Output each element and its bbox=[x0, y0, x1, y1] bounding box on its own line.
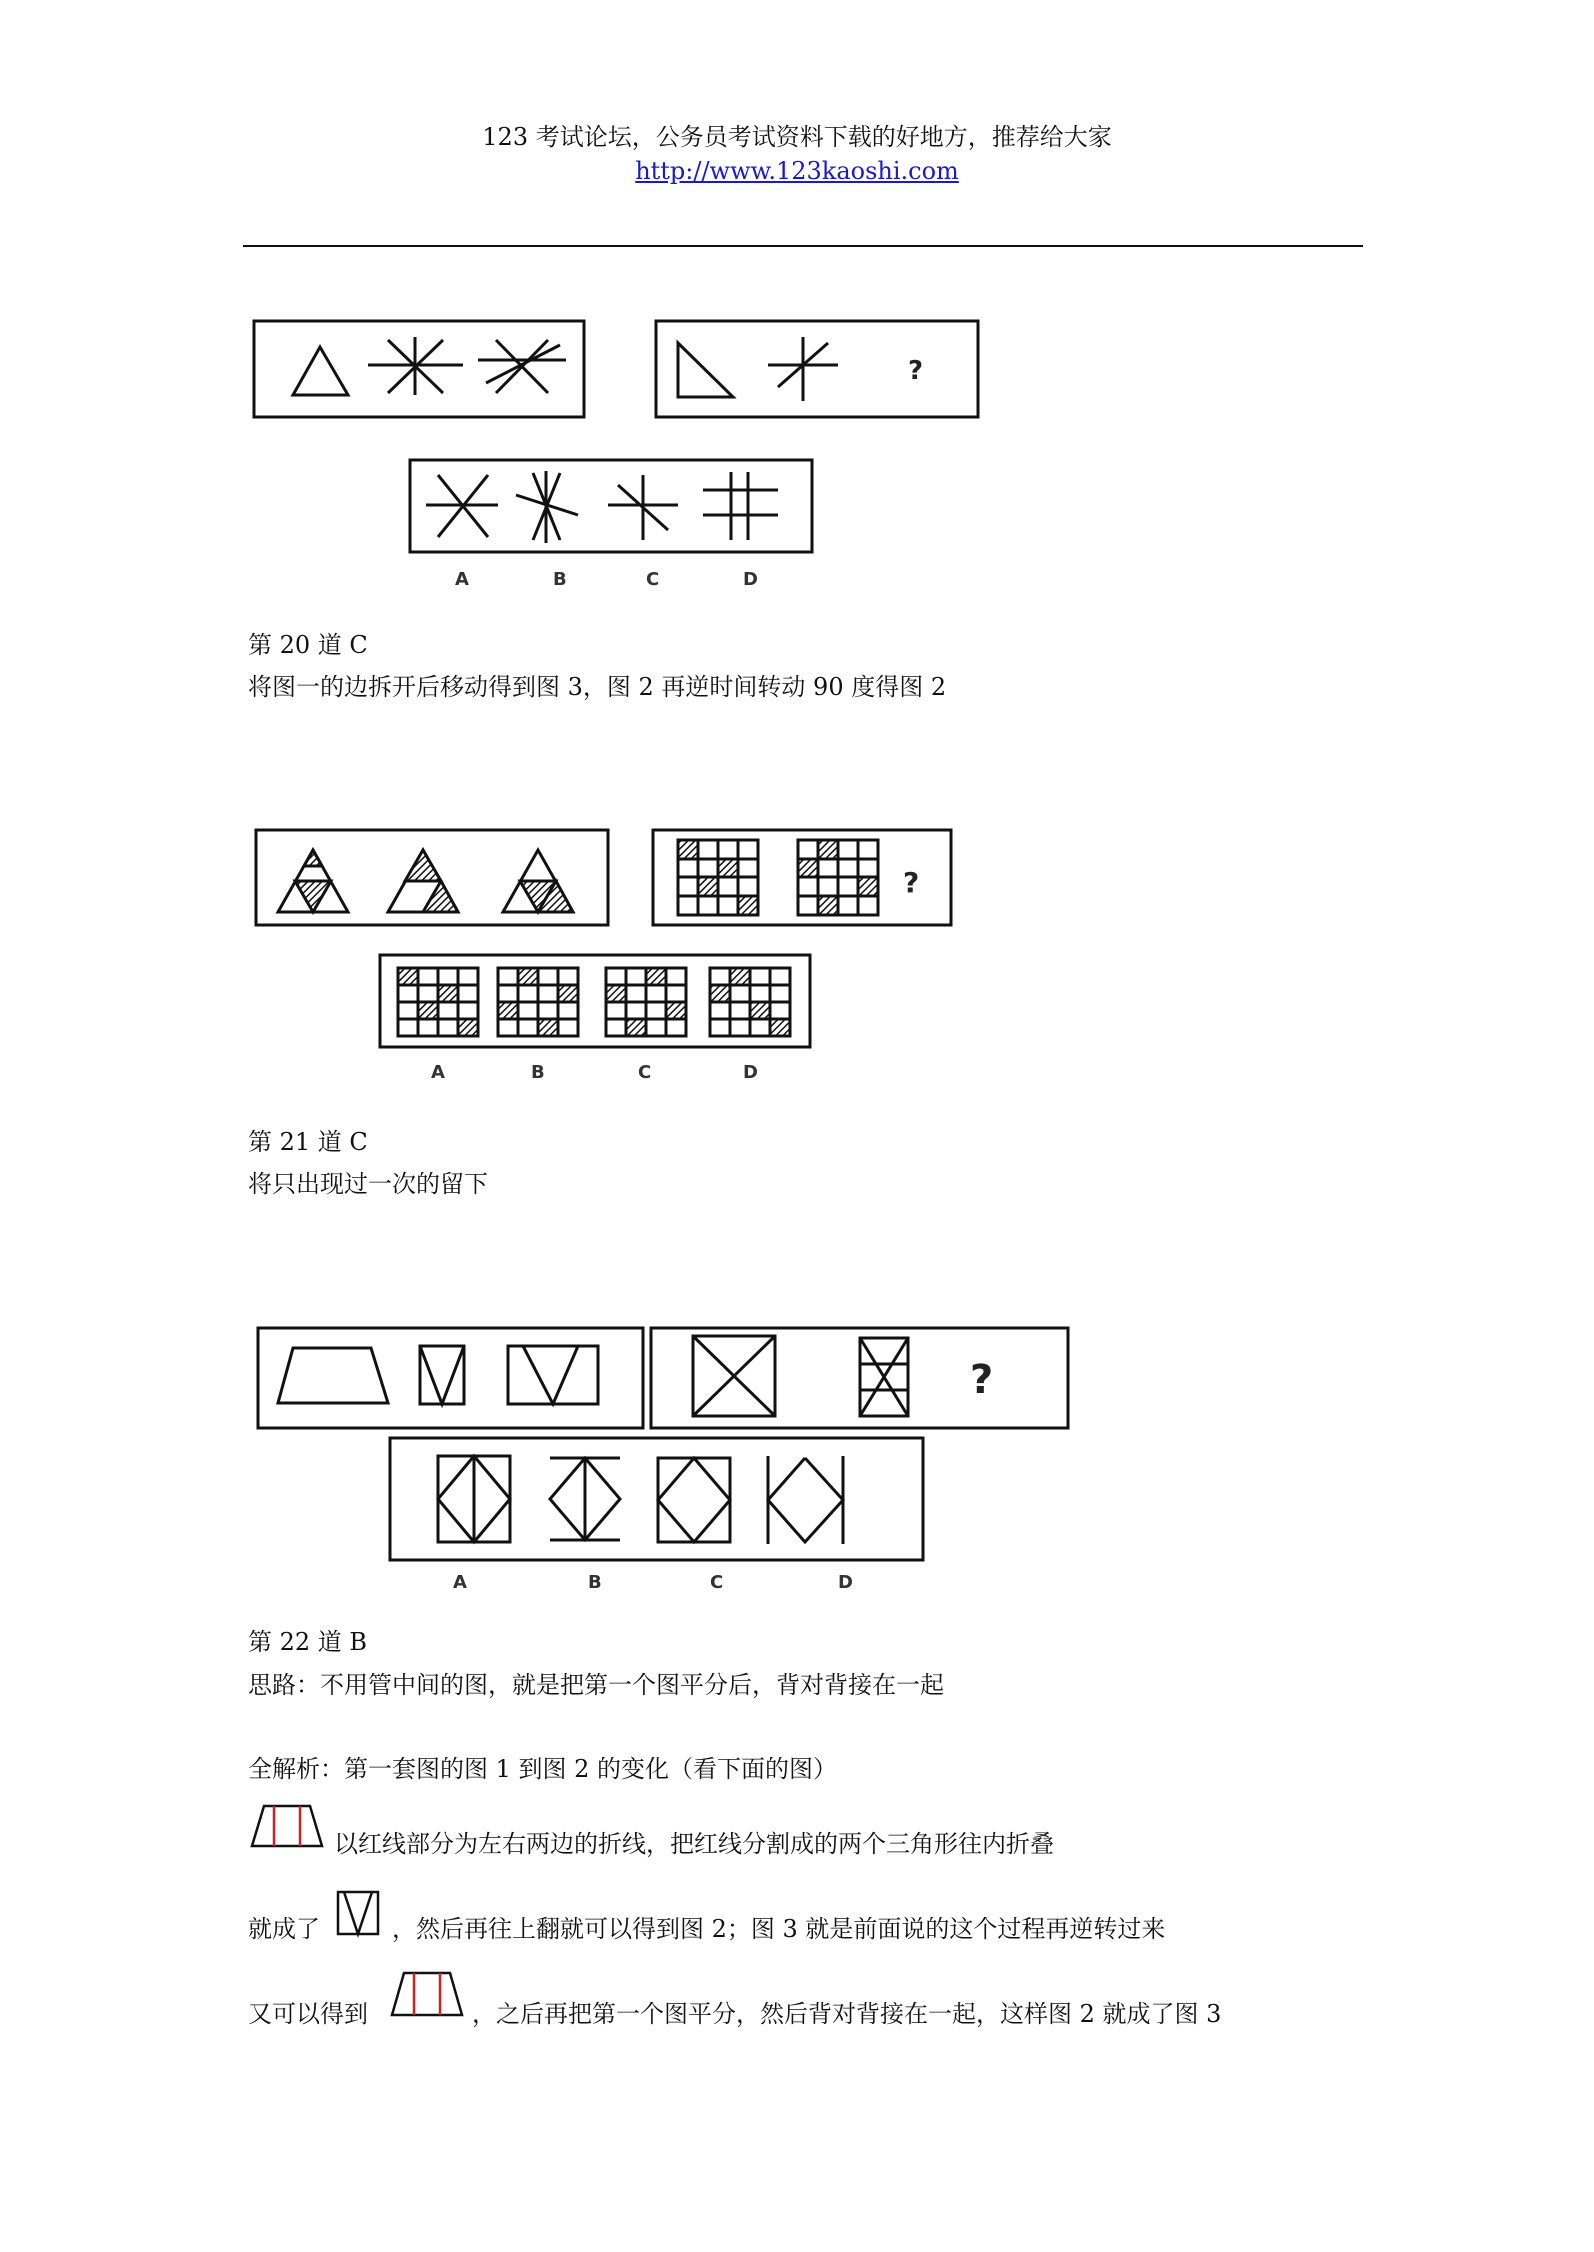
q20-star-3 bbox=[768, 337, 838, 401]
q20-label-c: C bbox=[646, 569, 660, 590]
q22-trapezoid bbox=[278, 1348, 388, 1403]
q22-line3a: 又可以得到 bbox=[248, 2000, 368, 2028]
q21-triangle-3 bbox=[503, 850, 573, 912]
q21-grid-2 bbox=[798, 840, 878, 915]
q21-label-c: C bbox=[638, 1062, 652, 1083]
q22-x-square bbox=[693, 1336, 775, 1416]
q21-triangle-1 bbox=[278, 850, 348, 912]
q21-option-b bbox=[498, 968, 578, 1036]
q20-right-triangle bbox=[678, 343, 733, 397]
q21-triangle-2 bbox=[388, 850, 458, 912]
q20-question-mark: ? bbox=[908, 356, 924, 386]
q21-figure bbox=[248, 820, 968, 1085]
q22-inline-trapezoid-red-2 bbox=[388, 1967, 466, 2019]
q22-line2a: 就成了 bbox=[248, 1915, 320, 1943]
q20-star-1 bbox=[368, 337, 463, 395]
q22-inline-trapezoid-red-1 bbox=[248, 1800, 326, 1850]
q22-label-b: B bbox=[588, 1572, 602, 1593]
q20-star-2 bbox=[478, 340, 566, 393]
q21-label-a: A bbox=[431, 1062, 445, 1083]
q22-narrow-v bbox=[420, 1346, 464, 1404]
q21-option-c bbox=[606, 968, 686, 1036]
q22-question-mark: ? bbox=[970, 1357, 994, 1403]
header-link[interactable]: http://www.123kaoshi.com bbox=[635, 157, 959, 185]
q22-inline-v-shape bbox=[334, 1888, 382, 1938]
q20-triangle bbox=[293, 347, 348, 395]
q22-label-a: A bbox=[453, 1572, 467, 1593]
q20-option-a bbox=[426, 475, 498, 537]
q21-label-d: D bbox=[743, 1062, 758, 1083]
q20-title: 第 20 道 C bbox=[248, 631, 368, 659]
q22-label-d: D bbox=[838, 1572, 853, 1593]
header-divider bbox=[243, 245, 1363, 247]
q22-full-title: 全解析：第一套图的图 1 到图 2 的变化（看下面的图） bbox=[248, 1755, 838, 1783]
q22-line2b: ，然后再往上翻就可以得到图 2；图 3 就是前面说的这个过程再逆转过来 bbox=[392, 1915, 1166, 1943]
q22-title: 第 22 道 B bbox=[248, 1628, 368, 1656]
q21-option-a bbox=[398, 968, 478, 1036]
q22-option-b bbox=[550, 1458, 620, 1540]
page-header bbox=[0, 120, 1594, 188]
q20-option-d bbox=[703, 472, 778, 540]
q22-x-rect bbox=[860, 1338, 908, 1416]
q22-label-c: C bbox=[710, 1572, 724, 1593]
q22-option-a bbox=[438, 1456, 510, 1542]
q21-title: 第 21 道 C bbox=[248, 1128, 368, 1156]
q21-explanation: 将只出现过一次的留下 bbox=[248, 1170, 488, 1198]
q20-option-b bbox=[516, 471, 578, 543]
q22-line1: 以红线部分为左右两边的折线，把红线分割成的两个三角形往内折叠 bbox=[334, 1830, 1054, 1858]
header-title: 123 考试论坛，公务员考试资料下载的好地方，推荐给大家 bbox=[482, 123, 1112, 151]
q22-wide-v bbox=[508, 1346, 598, 1404]
q20-explanation: 将图一的边拆开后移动得到图 3，图 2 再逆时间转动 90 度得图 2 bbox=[248, 673, 947, 701]
q22-line3b: ，之后再把第一个图平分，然后背对背接在一起，这样图 2 就成了图 3 bbox=[472, 2000, 1222, 2028]
q22-option-c bbox=[658, 1458, 730, 1542]
q20-label-a: A bbox=[455, 569, 469, 590]
q20-option-c bbox=[608, 475, 678, 540]
q21-option-d bbox=[710, 968, 790, 1036]
q22-option-d bbox=[768, 1456, 843, 1544]
q20-figure bbox=[248, 315, 998, 595]
q21-grid-1 bbox=[678, 840, 758, 915]
q20-label-b: B bbox=[553, 569, 567, 590]
q22-figure bbox=[248, 1318, 1078, 1600]
q20-label-d: D bbox=[743, 569, 758, 590]
q21-question-mark: ? bbox=[903, 866, 920, 899]
q21-label-b: B bbox=[531, 1062, 545, 1083]
q22-idea: 思路：不用管中间的图，就是把第一个图平分后，背对背接在一起 bbox=[248, 1671, 944, 1699]
